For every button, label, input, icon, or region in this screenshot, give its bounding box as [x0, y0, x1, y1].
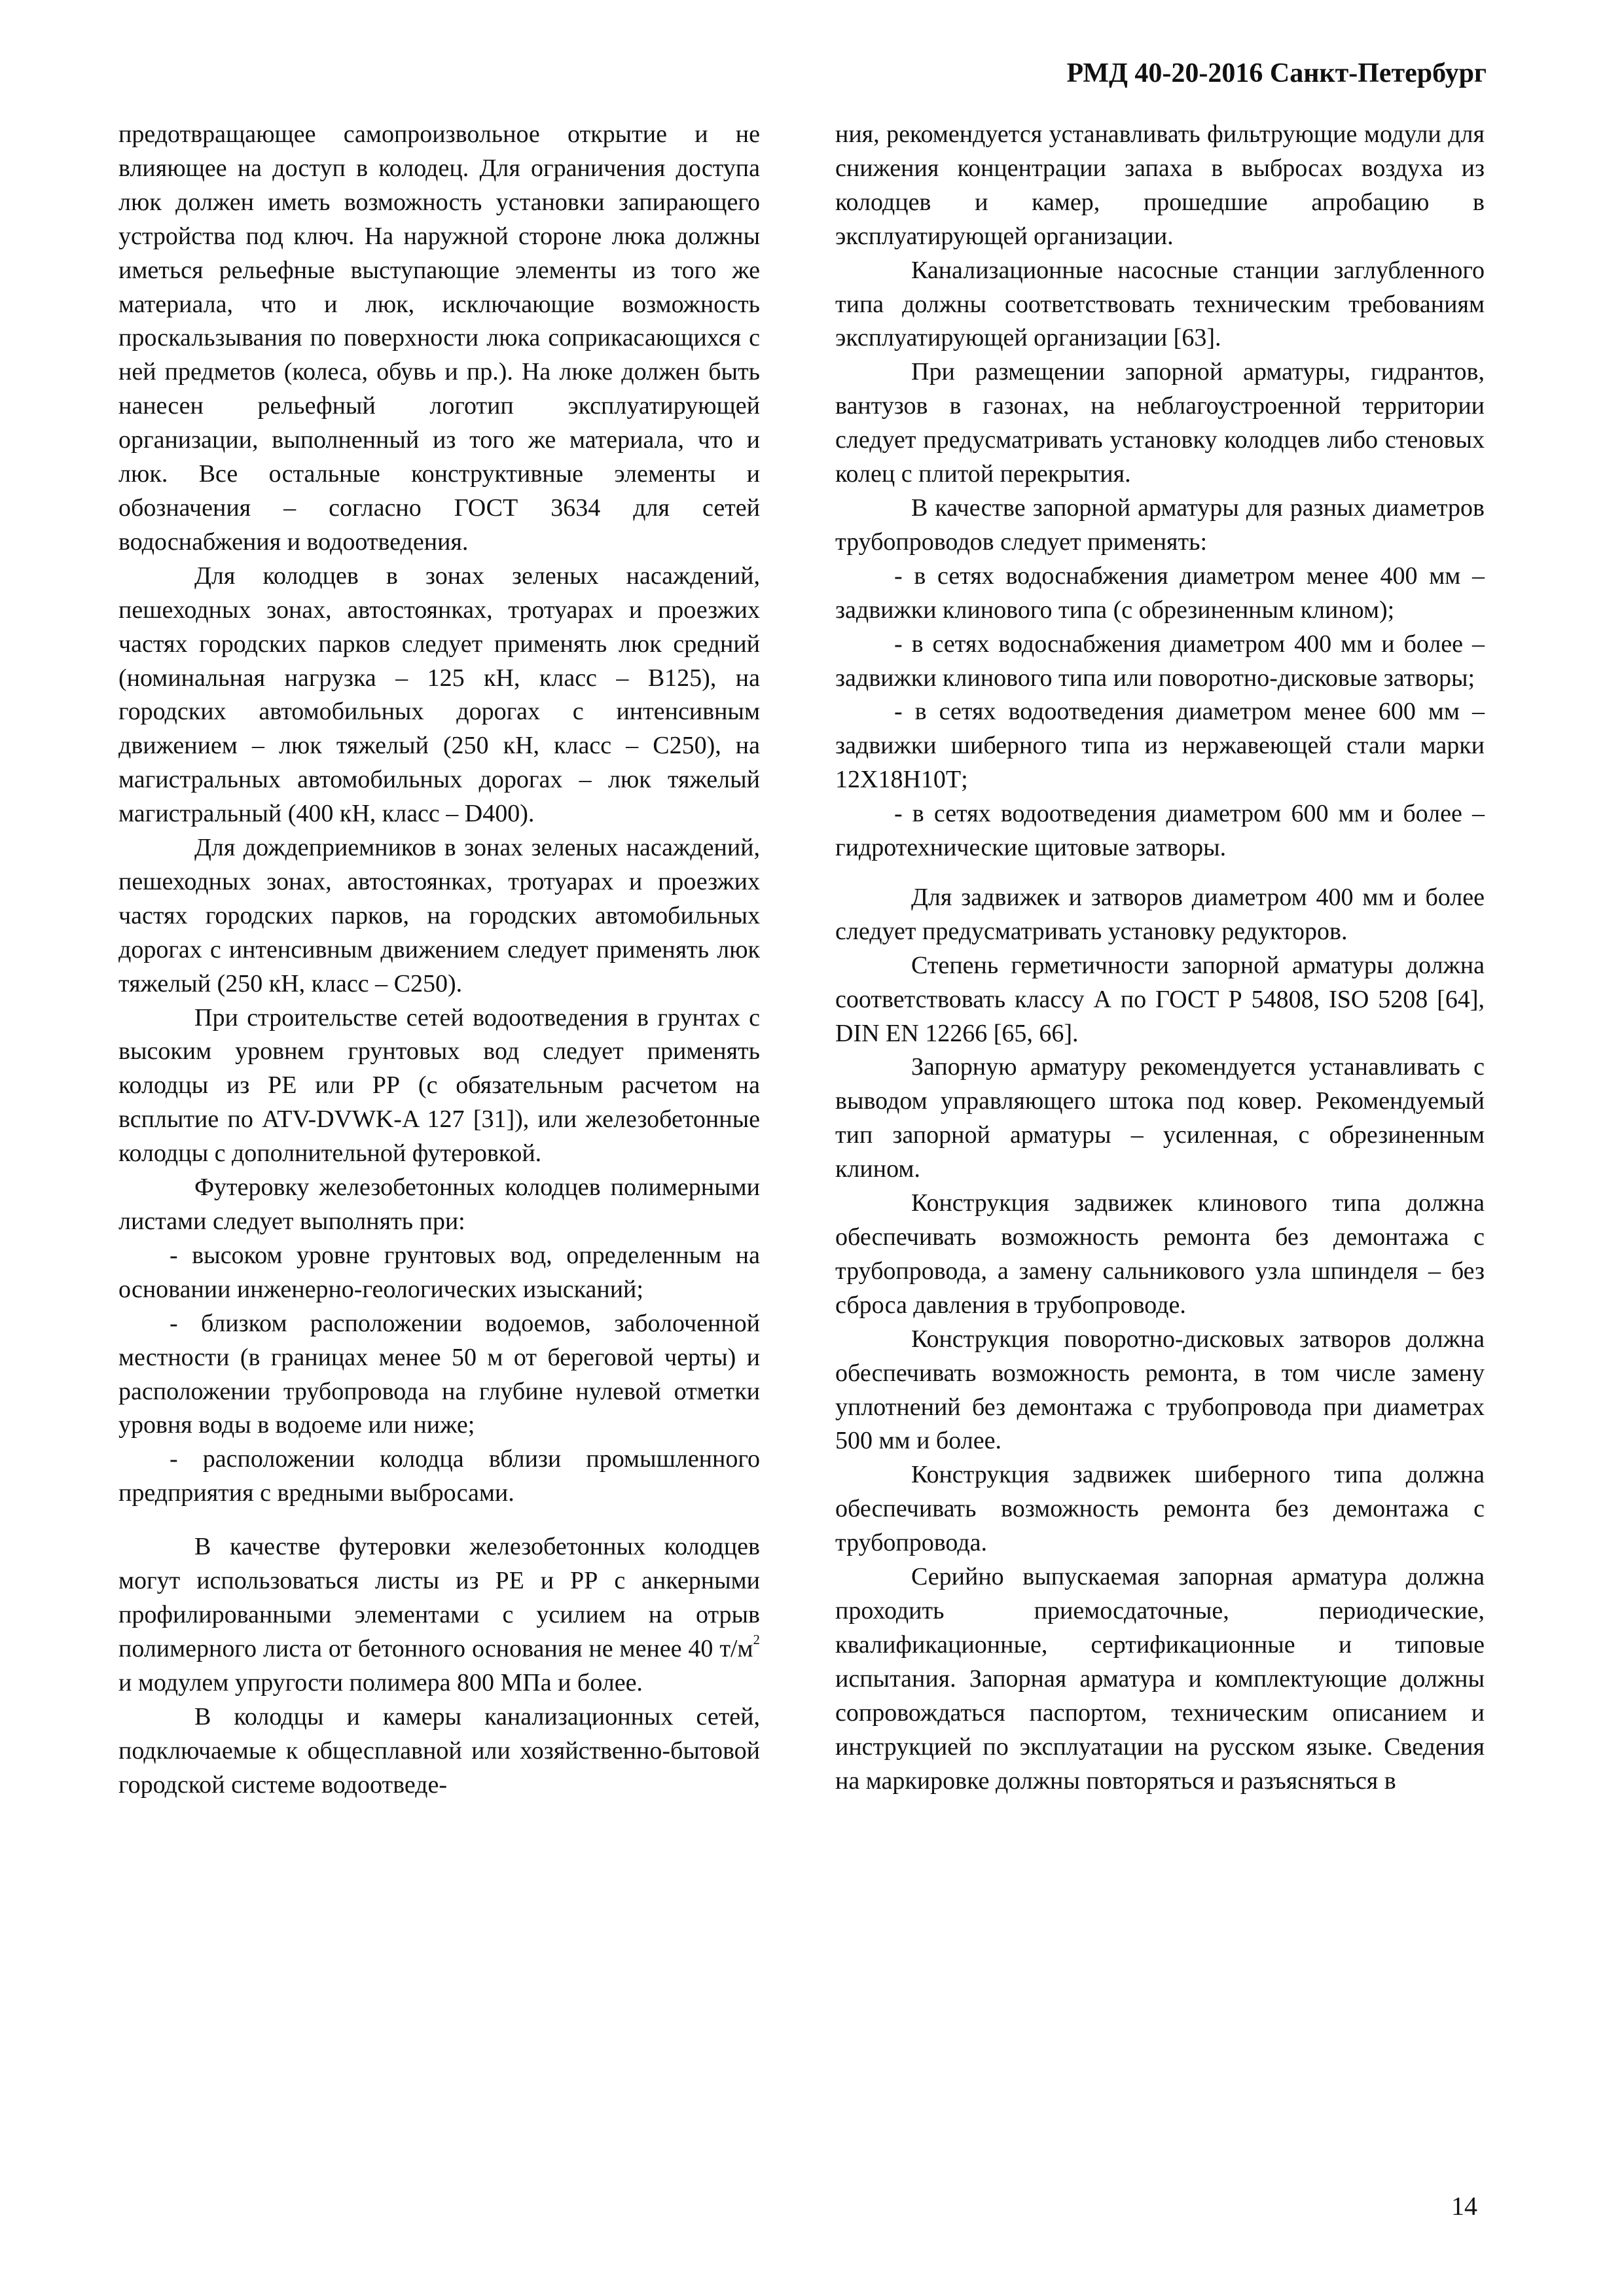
paragraph: Футеровку железобетонных колодцев полимерными листами следует выполнять при:	[118, 1174, 760, 1235]
paragraph: предотвращающее самопроизвольное открытие и не влияющее на доступ в колодец. Для ограничения доступа люк должен иметь возможность установки запирающего устройства под ключ. На наружной стороне люка должны иметься рельефные выступающие элементы из того же материала, что и люк, исключающие возможность проскальзывания по поверхности люка соприкасающихся с ней предметов (колеса, обувь и пр.). На люке должен быть нанесен рельефный логотип эксплуатирующей организации, выполненный из того же материала, что и люк. Все остальные конструктивные элементы и обозначения – согласно ГОСТ 3634 для сетей водоснабжения и водоотведения.	[118, 120, 760, 556]
paragraph: Для задвижек и затворов диаметром 400 мм и более следует предусматривать установку редукторов.	[835, 883, 1485, 945]
page-number: 14	[1451, 2191, 1477, 2221]
paragraph: Степень герметичности запорной арматуры должна соответствовать классу А по ГОСТ Р 54808, ISO 5208 [64], DIN EN 12266 [65, 66].	[835, 951, 1485, 1047]
list-item: - расположении колодца вблизи промышленного предприятия с вредными выбросами.	[118, 1445, 760, 1507]
paragraph: При строительстве сетей водоотведения в грунтах с высоким уровнем грунтовых вод следует применять колодцы из РЕ или РР (с обязательным расчетом на всплытие по ATV-DVWK-A 127 [31]), или железобетонные колодцы с дополнительной футеровкой.	[118, 1003, 760, 1168]
list-item: - близком расположении водоемов, заболоченной местности (в границах менее 50 м от береговой черты) и расположении трубопровода на глубине нулевой отметки уровня воды в водоеме или ниже;	[118, 1309, 760, 1439]
paragraph: При размещении запорной арматуры, гидрантов, вантузов в газонах, на неблагоустроенной территории следует предусматривать установку колодцев либо стеновых колец с плитой перекрытия.	[835, 358, 1485, 488]
paragraph: ния, рекомендуется устанавливать фильтрующие модули для снижения концентрации запаха в выбросах воздуха из колодцев и камер, прошедшие апробацию в эксплуатирующей организации.	[835, 120, 1485, 250]
list-item: - высоком уровне грунтовых вод, определенным на основании инженерно-геологических изысканий;	[118, 1241, 760, 1303]
list-item: - в сетях водоснабжения диаметром 400 мм и более – задвижки клинового типа или поворотно-дисковые затворы;	[835, 630, 1485, 692]
paragraph: Конструкция поворотно-дисковых затворов должна обеспечивать возможность ремонта, в том числе замену уплотнений без демонтажа с трубопровода при диаметрах 500 мм и более.	[835, 1325, 1485, 1455]
right-column	[835, 118, 1485, 1798]
superscript: 2	[753, 1632, 760, 1648]
paragraph: Для дождеприемников в зонах зеленых насаждений, пешеходных зонах, автостоянках, тротуарах и проезжих частях городских парков, на городских автомобильных дорогах с интенсивным движением следует применять люк тяжелый (250 кН, класс – С250).	[118, 834, 760, 997]
list-item: - в сетях водоотведения диаметром менее 600 мм – задвижки шиберного типа из нержавеющей стали марки 12Х18Н10Т;	[835, 698, 1485, 794]
list-item: - в сетях водоотведения диаметром 600 мм и более – гидротехнические щитовые затворы.	[835, 800, 1485, 862]
paragraph: Канализационные насосные станции заглубленного типа должны соответствовать техническим требованиям эксплуатирующей организации [63].	[835, 256, 1485, 352]
paragraph: Конструкция задвижек шиберного типа должна обеспечивать возможность ремонта без демонтажа с трубопровода.	[835, 1461, 1485, 1557]
list-item: - в сетях водоснабжения диаметром менее 400 мм – задвижки клинового типа (с обрезиненным клином);	[835, 562, 1485, 624]
paragraph-text: и модулем упругости полимера 800 МПа и более.	[118, 1668, 643, 1696]
paragraph: Конструкция задвижек клинового типа должна обеспечивать возможность ремонта без демонтажа с трубопровода, а замену сальникового узла шпинделя – без сброса давления в трубопроводе.	[835, 1189, 1485, 1319]
paragraph-text: В качестве футеровки железобетонных колодцев могут использоваться листы из РЕ и РР с анкерными профилированными элементами с усилием на отрыв полимерного листа от бетонного основания не менее 40 т/м	[118, 1533, 760, 1662]
left-column	[118, 118, 760, 1802]
paragraph: В качестве запорной арматуры для разных диаметров трубопроводов следует применять:	[835, 493, 1485, 556]
paragraph: В колодцы и камеры канализационных сетей, подключаемые к общесплавной или хозяйственно-бытовой городской системе водоотведе-	[118, 1702, 760, 1799]
document-header: РМД 40-20-2016 Санкт-Петербург	[1066, 58, 1487, 88]
paragraph: Серийно выпускаемая запорная арматура должна проходить приемосдаточные, периодические, квалификационные, сертификационные и типовые испытания. Запорная арматура и комплектующие должны сопровождаться паспортом, техническим описанием и инструкцией по эксплуатации на русском языке. Сведения на маркировке должны повторяться и разъясняться в	[835, 1563, 1485, 1795]
paragraph: Для колодцев в зонах зеленых насаждений, пешеходных зонах, автостоянках, тротуарах и проезжих частях городских парков следует применять люк средний (номинальная нагрузка – 125 кН, класс – В125), на городских автомобильных дорогах с интенсивным движением – люк тяжелый (250 кН, класс – С250), на магистральных автомобильных дорогах – люк тяжелый магистральный (400 кН, класс – D400).	[118, 562, 760, 828]
paragraph: Запорную арматуру рекомендуется устанавливать с выводом управляющего штока под ковер. Рекомендуемый тип запорной арматуры – усиленная, с обрезиненным клином.	[835, 1053, 1485, 1183]
paragraph	[118, 1530, 760, 1700]
